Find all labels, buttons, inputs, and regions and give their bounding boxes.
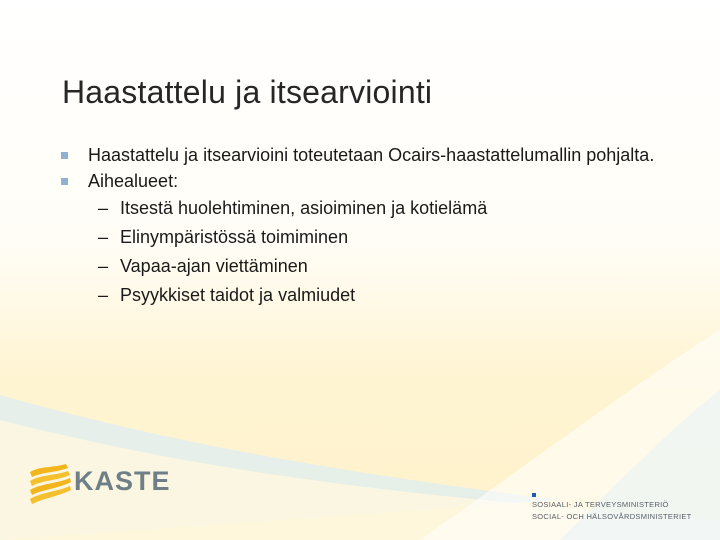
sub-item — [60, 281, 680, 310]
dash-marker: – — [98, 256, 109, 276]
ministry-logo — [532, 499, 692, 523]
kaste-logo-text: KASTE — [74, 466, 171, 496]
sub-item — [60, 252, 680, 281]
sub-item — [60, 194, 680, 223]
bullet-square-icon — [61, 152, 68, 159]
ministry-logo-icon — [532, 493, 536, 497]
bullet-item — [60, 142, 680, 168]
sub-item — [60, 223, 680, 252]
slide-title: Haastattelu ja itsearviointi — [62, 74, 433, 110]
bullet-square-icon — [61, 178, 68, 185]
sub-item-text: Vapaa-ajan viettäminen — [120, 256, 308, 276]
dash-marker: – — [98, 285, 109, 305]
bullet-text: Aihealueet: — [88, 171, 179, 191]
bullet-text: Haastattelu ja itsearvioini toteutetaan Ocairs-haastattelumallin pohjalta. — [88, 145, 655, 165]
ministry-name-sv: SOCIAL- OCH HÄLSOVÅRDSMINISTERIET — [532, 512, 692, 521]
dash-marker: – — [98, 227, 109, 247]
sub-item-text: Psyykkiset taidot ja valmiudet — [120, 285, 356, 305]
bullet-list — [60, 142, 680, 310]
dash-marker: – — [98, 198, 109, 218]
sub-item-text: Elinympäristössä toimiminen — [120, 227, 349, 247]
ministry-name-fi: SOSIAALI- JA TERVEYSMINISTERIÖ — [532, 500, 669, 509]
sub-item-text: Itsestä huolehtiminen, asioiminen ja kotielämä — [120, 198, 488, 218]
bullet-item — [60, 168, 680, 194]
